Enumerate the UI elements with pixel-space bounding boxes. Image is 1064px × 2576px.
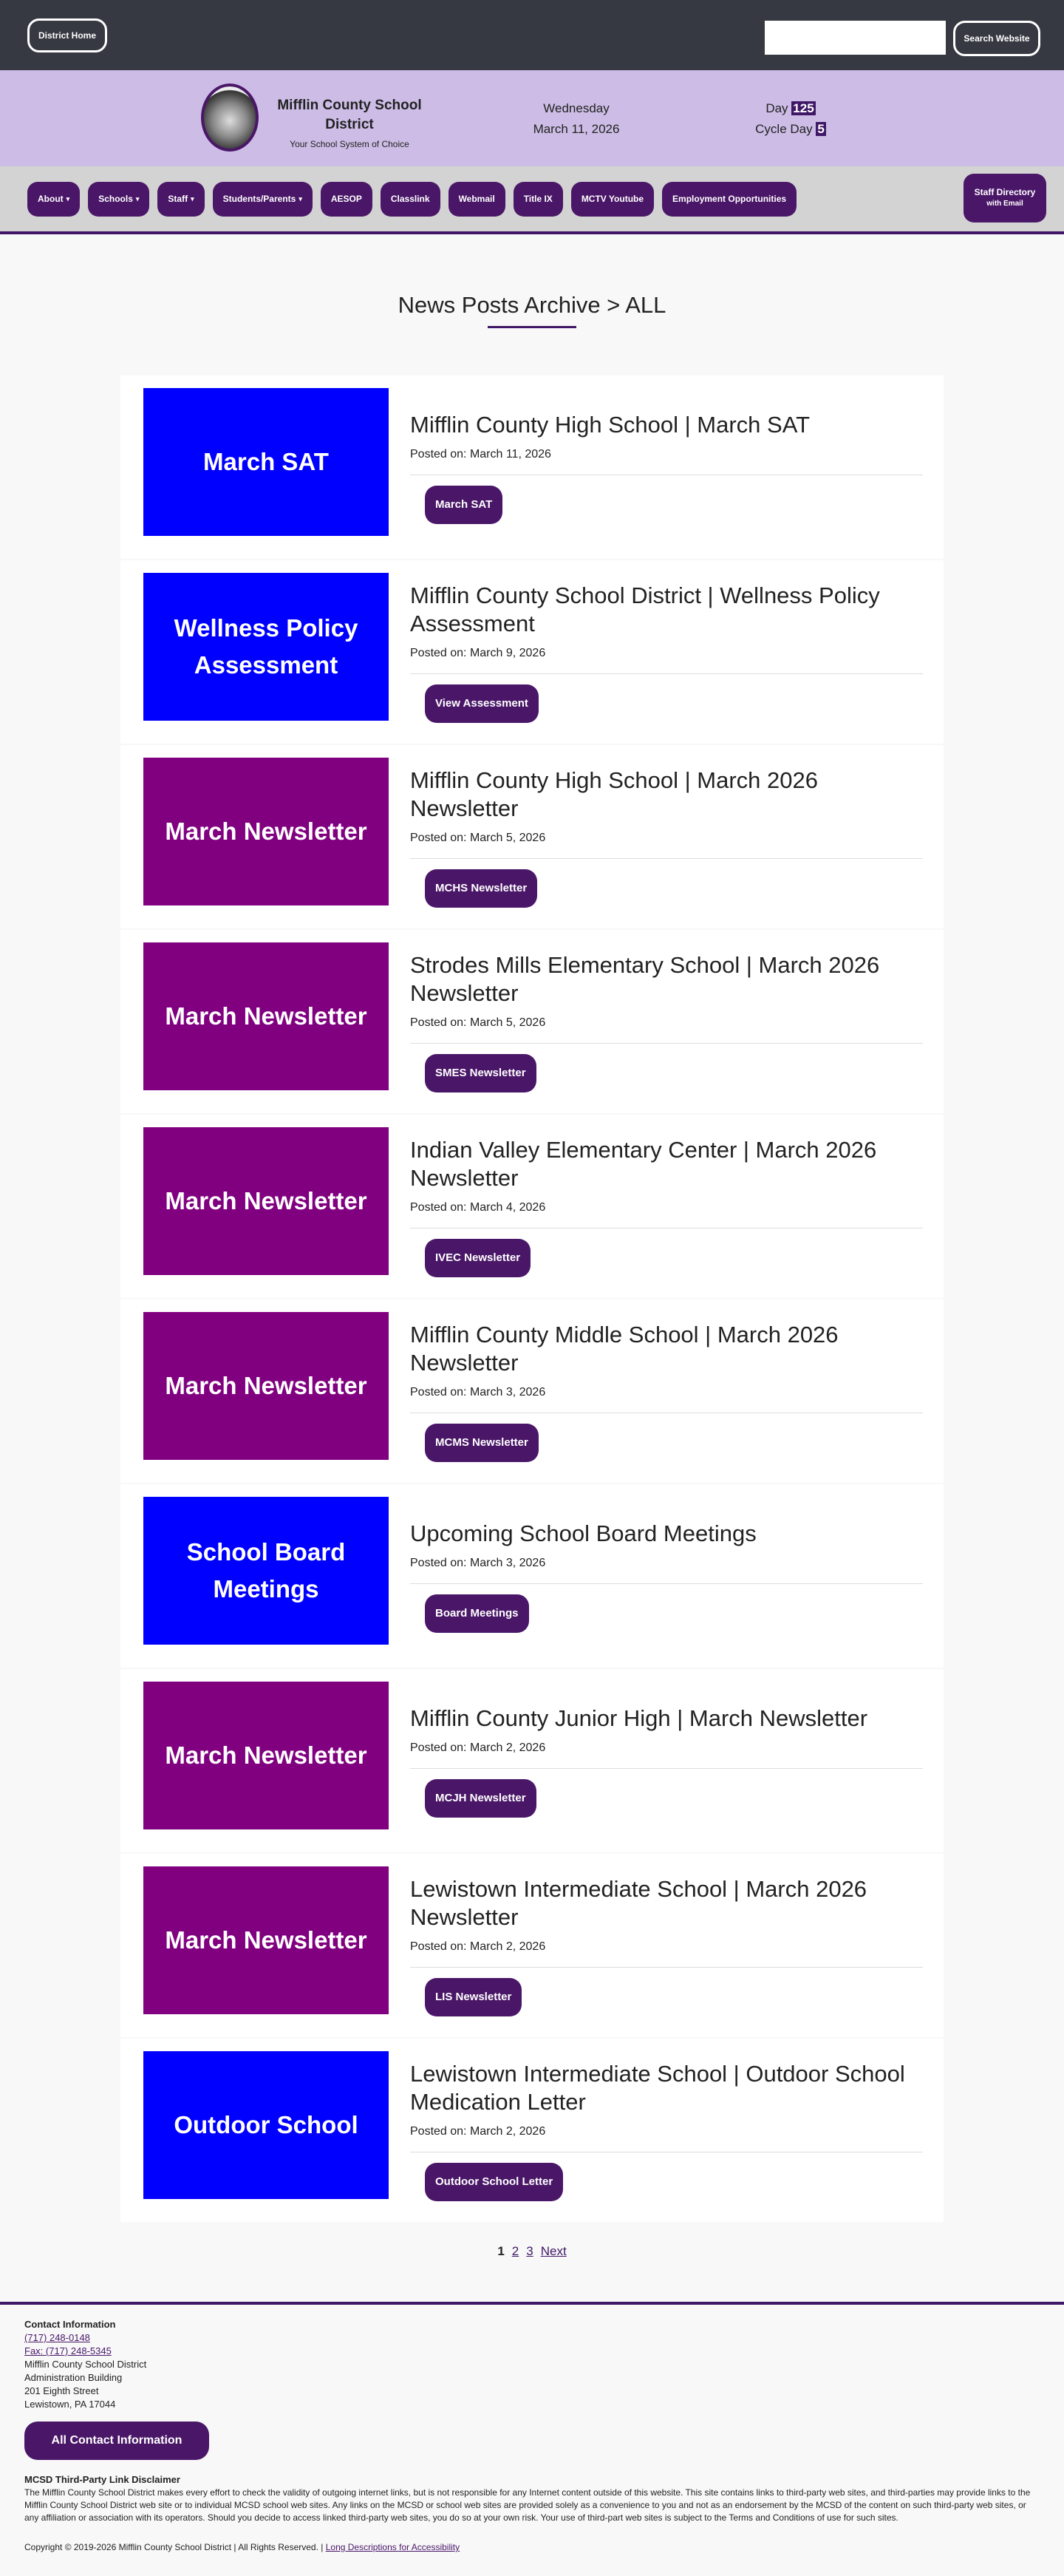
news-post-card (120, 1484, 944, 1668)
nav-employment-opportunities[interactable]: Employment Opportunities (662, 182, 797, 217)
address-line: Administration Building (24, 2372, 123, 2383)
footer (0, 2305, 1064, 2576)
address-line: Mifflin County School District (24, 2359, 147, 2370)
nav-webmail[interactable]: Webmail (449, 182, 505, 217)
tagline: Your School System of Choice (290, 139, 409, 149)
staff-directory-button[interactable] (964, 174, 1046, 222)
husky-logo-icon[interactable] (201, 84, 259, 152)
search-input[interactable] (765, 21, 946, 55)
post-content (410, 930, 923, 1113)
nav-mctv-youtube[interactable]: MCTV Youtube (571, 182, 654, 217)
post-content (410, 2039, 923, 2222)
post-content (410, 1299, 923, 1483)
address-line: 201 Eighth Street (24, 2385, 99, 2396)
news-post-card (120, 2039, 944, 2222)
post-image[interactable]: March Newsletter (143, 942, 389, 1090)
post-title[interactable]: Upcoming School Board Meetings (410, 1520, 757, 1546)
post-image[interactable]: Outdoor School (143, 2051, 389, 2199)
header-banner (0, 70, 1064, 166)
page-title: News Posts Archive > ALL (398, 292, 666, 318)
post-button[interactable]: IVEC Newsletter (425, 1239, 531, 1277)
title-underline (488, 326, 576, 328)
post-divider (410, 1768, 923, 1769)
post-title[interactable]: Indian Valley Elementary Center | March 2026 Newsletter (410, 1136, 877, 1191)
post-button[interactable]: LIS Newsletter (425, 1978, 522, 2016)
page-current: 1 (497, 2244, 505, 2258)
post-date: Posted on: March 2, 2026 (410, 2124, 546, 2138)
post-title[interactable]: Mifflin County High School | March SAT (410, 411, 811, 438)
main-nav (0, 166, 1064, 231)
disclaimer-text: The Mifflin County School District makes every effort to check the validity of outgoing internet links, but is not responsible for any Internet content outside of this website. This site contains links to third-party web sites, and third-parties may provide links to the Mifflin County School District web site or to individual MCSD school web sites. Any links on the MCSD or school web sites are provided solely as a convenience to you and not as an endorsement by the MCSD of the content on such third-party web sites, or any affiliation or association with its operators. Should you decide to access linked third-party web sites, you do so at your own risk. Your use of third-part web sites is subject to the Terms and Conditions of use for such sites. (24, 2487, 1031, 2523)
post-image[interactable]: School Board Meetings (143, 1497, 389, 1645)
all-contact-button[interactable]: All Contact Information (24, 2422, 209, 2460)
post-button[interactable]: MCJH Newsletter (425, 1779, 536, 1818)
district-home-button[interactable]: District Home (27, 18, 107, 52)
post-date: Posted on: March 2, 2026 (410, 1940, 546, 1953)
school-day (739, 98, 842, 140)
news-post-card (120, 1115, 944, 1298)
post-date: Posted on: March 5, 2026 (410, 1016, 546, 1029)
news-post-card (120, 1854, 944, 2037)
accessibility-link[interactable]: Long Descriptions for Accessibility (325, 2542, 460, 2552)
post-date: Posted on: March 3, 2026 (410, 1556, 546, 1569)
post-image[interactable]: March Newsletter (143, 1866, 389, 2014)
post-content (410, 1115, 923, 1298)
post-image[interactable]: March Newsletter (143, 1312, 389, 1460)
post-image[interactable]: Wellness Policy Assessment (143, 573, 389, 721)
nav-students-parents[interactable]: Students/Parents ▾ (213, 182, 313, 217)
post-date: Posted on: March 2, 2026 (410, 1741, 546, 1754)
staff-directory-label: Staff Directory (974, 187, 1036, 197)
post-image[interactable]: March Newsletter (143, 758, 389, 905)
post-button[interactable]: MCMS Newsletter (425, 1424, 539, 1462)
phone-link[interactable]: (717) 248-0148 (24, 2332, 90, 2343)
post-date: Posted on: March 3, 2026 (410, 1385, 546, 1399)
page-3[interactable]: 3 (526, 2244, 533, 2258)
address-line: Lewistown, PA 17044 (24, 2399, 116, 2410)
staff-directory-sub: with Email (986, 200, 1023, 208)
weekday: Wednesday (543, 101, 610, 115)
cycle-label: Cycle Day (755, 122, 813, 136)
post-title[interactable]: Strodes Mills Elementary School | March 2026 Newsletter (410, 951, 880, 1006)
post-title[interactable]: Lewistown Intermediate School | Outdoor School Medication Letter (410, 2060, 905, 2115)
post-content (410, 1484, 923, 1668)
post-button[interactable]: View Assessment (425, 684, 539, 723)
pagination (0, 2244, 1064, 2259)
post-content (410, 745, 923, 928)
page-next[interactable]: Next (540, 2244, 567, 2258)
post-divider (410, 858, 923, 859)
top-bar (0, 0, 1064, 70)
news-post-card (120, 560, 944, 744)
district-name: Mifflin County School District (277, 98, 422, 132)
current-date (517, 98, 635, 140)
copyright (24, 2541, 1040, 2554)
nav-about[interactable]: About ▾ (27, 182, 80, 217)
nav-classlink[interactable]: Classlink (381, 182, 440, 217)
post-date: Posted on: March 9, 2026 (410, 646, 546, 659)
nav-aesop[interactable]: AESOP (321, 182, 372, 217)
post-title[interactable]: Mifflin County Junior High | March Newsletter (410, 1705, 868, 1731)
contact-heading: Contact Information (24, 2319, 116, 2330)
date: March 11, 2026 (533, 122, 620, 136)
news-post-card (120, 1299, 944, 1483)
news-post-card (120, 1669, 944, 1852)
header-rule (0, 231, 1064, 234)
nav-staff[interactable]: Staff ▾ (157, 182, 204, 217)
news-list (120, 375, 944, 2222)
post-button[interactable]: SMES Newsletter (425, 1054, 536, 1092)
post-image[interactable]: March Newsletter (143, 1682, 389, 1829)
disclaimer-heading: MCSD Third-Party Link Disclaimer (24, 2474, 180, 2485)
fax-link[interactable]: Fax: (717) 248-5345 (24, 2345, 112, 2356)
post-date: Posted on: March 5, 2026 (410, 831, 546, 844)
post-image[interactable]: March Newsletter (143, 1127, 389, 1275)
news-post-card (120, 375, 944, 559)
page-2[interactable]: 2 (511, 2244, 519, 2258)
post-button[interactable]: Outdoor School Letter (425, 2163, 563, 2201)
post-content (410, 375, 923, 559)
search-website-button[interactable]: Search Website (953, 21, 1040, 56)
post-content (410, 1669, 923, 1852)
day-number: 125 (793, 101, 814, 115)
post-divider (410, 1583, 923, 1584)
copyright-text: Copyright © 2019-2026 Mifflin County School District | All Rights Reserved. | (24, 2542, 324, 2552)
post-title[interactable]: Mifflin County Middle School | March 2026 Newsletter (410, 1321, 839, 1376)
post-content (410, 560, 923, 744)
post-title[interactable]: Mifflin County School District | Wellness Policy Assessment (410, 582, 880, 636)
post-button[interactable]: MCHS Newsletter (425, 869, 537, 908)
post-title[interactable]: Lewistown Intermediate School | March 2026 Newsletter (410, 1875, 867, 1930)
nav-title-ix[interactable]: Title IX (514, 182, 563, 217)
news-post-card (120, 930, 944, 1113)
nav-schools[interactable]: Schools ▾ (88, 182, 149, 217)
post-divider (410, 673, 923, 674)
post-date: Posted on: March 11, 2026 (410, 447, 551, 461)
post-divider (410, 1967, 923, 1968)
post-date: Posted on: March 4, 2026 (410, 1200, 546, 1214)
news-post-card (120, 745, 944, 928)
day-label: Day (765, 101, 788, 115)
post-button[interactable]: Board Meetings (425, 1594, 529, 1633)
post-button[interactable]: March SAT (425, 486, 502, 524)
cycle-number: 5 (817, 122, 825, 136)
post-title[interactable]: Mifflin County High School | March 2026 Newsletter (410, 767, 818, 821)
post-image[interactable]: March SAT (143, 388, 389, 536)
post-content (410, 1854, 923, 2037)
post-divider (410, 1043, 923, 1044)
